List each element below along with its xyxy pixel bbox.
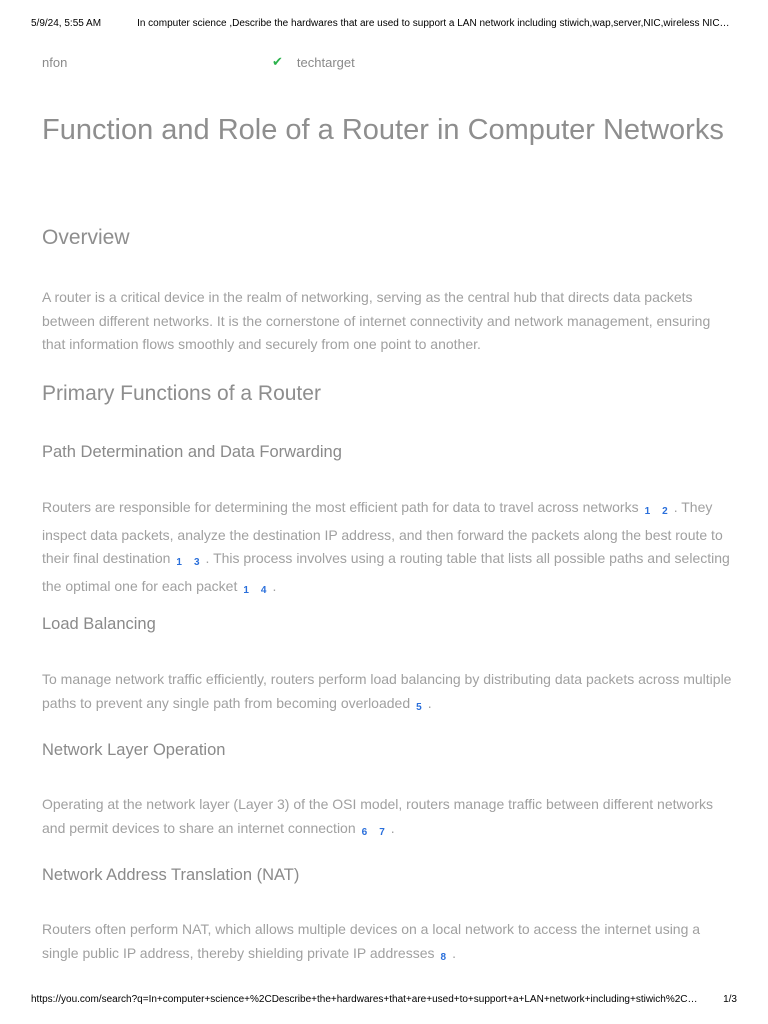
citation-badge[interactable]: 6 (361, 826, 368, 838)
print-footer (31, 994, 737, 1005)
citation-badge[interactable]: 1 (644, 506, 651, 517)
paragraph-text: . (452, 944, 456, 961)
paragraph-text: . (390, 819, 395, 836)
network-layer-heading: Network Layer Operation (42, 741, 226, 759)
load-balancing-heading: Load Balancing (42, 615, 156, 633)
overview-paragraph: A router is a critical device in the realm of networking, serving as the central hub that directs data packets between different networks. It is the cornerstone of internet connectivity and network management, ensuring that information flows smoothly and securely from one point to another. (42, 289, 711, 352)
article-title: Function and Role of a Router in Computer Networks (42, 114, 724, 146)
source-nfon[interactable]: nfon (42, 54, 68, 70)
check-icon: ✔ (272, 54, 283, 69)
paragraph-text: . This process involves using a routing table that lists all possible paths and selecting the optimal one for each packet (42, 550, 730, 594)
path-determination-paragraph (42, 496, 732, 602)
paragraph-text: Routers are responsible for determining the most efficient path for data to travel across networks (42, 499, 639, 515)
paragraph-text: . (272, 577, 277, 594)
paragraph-text: . (427, 694, 432, 711)
overview-heading: Overview (42, 226, 130, 249)
citation-badge[interactable]: 5 (416, 701, 422, 713)
nat-paragraph (42, 918, 732, 969)
source-list (42, 54, 355, 70)
citation-badge[interactable]: 8 (440, 951, 447, 963)
path-determination-heading: Path Determination and Data Forwarding (42, 443, 342, 461)
citation-badge[interactable]: 1 (243, 584, 249, 596)
citation-badge[interactable]: 2 (662, 506, 668, 517)
print-header (31, 18, 748, 29)
print-datetime: 5/9/24, 5:55 AM (31, 18, 102, 29)
print-page-title: In computer science ,Describe the hardwares that are used to support a LAN network including stiwich,wap,server,NIC,wireless NIC… (137, 18, 730, 29)
nat-heading: Network Address Translation (NAT) (42, 866, 300, 884)
page-number: 1/3 (723, 994, 737, 1005)
citation-badge[interactable]: 4 (260, 584, 267, 596)
citation-badge[interactable]: 7 (379, 826, 385, 838)
paragraph-text: Routers often perform NAT, which allows multiple devices on a local network to access the internet using a single public IP address, thereby shielding private IP addresses (42, 921, 701, 961)
citation-badge[interactable]: 3 (193, 557, 200, 568)
source-techtarget[interactable]: techtarget (296, 54, 355, 70)
load-balancing-paragraph (42, 668, 732, 719)
paragraph-text: Operating at the network layer (Layer 3) of the OSI model, routers manage traffic between different networks and permit devices to share an internet connection (42, 796, 714, 836)
paragraph-text: . They inspect data packets, analyze the destination IP address, and then forward the packets along the best route to their final destination (42, 499, 723, 566)
primary-functions-heading: Primary Functions of a Router (42, 382, 321, 405)
paragraph-text: To manage network traffic efficiently, routers perform load balancing by distributing data packets across multiple paths to prevent any single path from becoming overloaded (42, 671, 732, 711)
print-url: https://you.com/search?q=In+computer+science+%2CDescribe+the+hardwares+that+are+used+to+support+a+LAN+network+including+stiwich%2C… (31, 994, 698, 1005)
network-layer-paragraph (42, 793, 732, 844)
citation-badge[interactable]: 1 (176, 557, 182, 568)
